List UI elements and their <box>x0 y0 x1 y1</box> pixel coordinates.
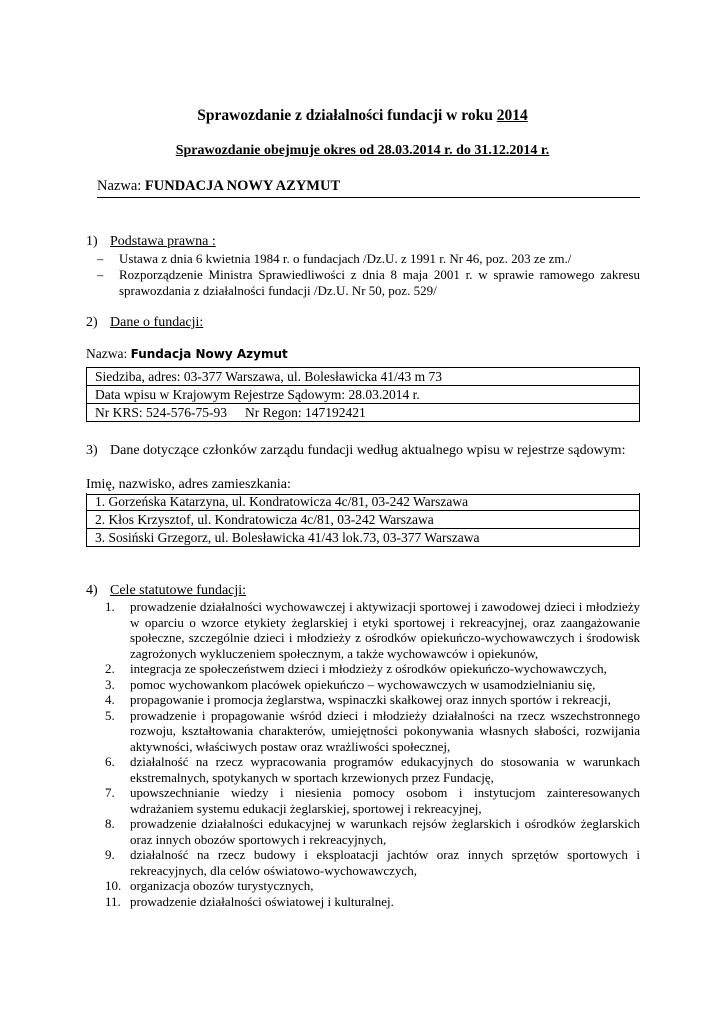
section-3-text-wrap <box>86 443 640 459</box>
list-item <box>105 894 640 910</box>
item-text: prowadzenie działalności edukacyjnej w warunkach rejsów żeglarskich i ośrodków żeglarskich oraz innych obozów sportowych i rekreacyjnych, <box>130 816 640 847</box>
table-row <box>87 493 640 511</box>
legal-basis-item <box>97 251 640 267</box>
list-item <box>105 754 640 785</box>
dash-marker: – <box>97 251 104 266</box>
section-3-heading <box>86 443 640 459</box>
title-text: Sprawozdanie z działalności fundacji w roku <box>197 107 493 124</box>
seat-cell: Siedziba, adres: 03-377 Warszawa, ul. Bolesławicka 41/43 m 73 <box>87 368 640 386</box>
foundation-name-field <box>86 346 288 362</box>
item-number: 11. <box>105 893 121 909</box>
item-number: 5. <box>105 707 115 723</box>
item-number: 10. <box>105 878 122 893</box>
section-4-number: 4) <box>86 583 98 598</box>
krs-number: Nr KRS: 524-576-75-93 <box>95 405 227 420</box>
board-members-header: Imię, nazwisko, adres zamieszkania: <box>86 477 640 495</box>
section-3-number: 3) <box>86 443 98 458</box>
item-number: 3. <box>105 676 115 692</box>
name-label: Nazwa: <box>97 178 142 194</box>
dash-marker: – <box>97 267 104 282</box>
item-number: 7. <box>105 785 115 800</box>
legal-basis-text: Rozporządzenie Ministra Sprawiedliwości z dnia 8 maja 2001 r. w sprawie ramowego zakresu sprawozdania z działalności fundacji /Dz.U. Nr 50, poz. 529/ <box>119 267 640 298</box>
list-item <box>105 599 640 661</box>
board-member-cell: 3. Sosiński Grzegorz, ul. Bolesławicka 41/43 lok.73, 03-377 Warszawa <box>87 529 640 547</box>
legal-basis-item <box>97 267 640 298</box>
item-text: prowadzenie działalności wychowawczej i aktywizacji sportowej i zawodowej dzieci i młodzieży w oparciu o wzorce etykiety żeglarskiej i etyki sportowej i rekreacyjnej, oraz zaangażowanie społeczne, szczególnie dzieci i młodzieży z ośrodków opiekuńczo-wychowawczych i środowisk zagrożonych wykluczeniem społecznym, a także wychowawców i opiekunów, <box>130 599 640 661</box>
board-member-cell: 2. Kłos Krzysztof, ul. Kondratowicza 4c/81, 03-242 Warszawa <box>87 511 640 529</box>
registry-numbers-cell <box>87 404 640 422</box>
section-4-title: Cele statutowe fundacji: <box>110 583 247 598</box>
statutory-goals-list <box>105 599 640 909</box>
item-text: działalność na rzecz wypracowania programów edukacyjnych do stosowania w warunkach ekstremalnych, spotykanych w sportach krzewionych przez Fundację, <box>130 754 640 785</box>
foundation-name-line <box>97 178 640 198</box>
section-3-text: Dane dotyczące członków zarządu fundacji według aktualnego wpisu w rejestrze sądowym: <box>110 443 626 458</box>
section-2-title: Dane o fundacji: <box>110 315 204 330</box>
board-members-table <box>86 493 640 547</box>
item-text: organizacja obozów turystycznych, <box>130 878 314 893</box>
title-year: 2014 <box>496 107 528 124</box>
table-row <box>87 529 640 547</box>
section-1-heading <box>86 234 216 250</box>
name-value: Fundacja Nowy Azymut <box>130 347 288 361</box>
item-text: działalność na rzecz budowy i eksploatacji jachtów oraz innych sprzętów sportowych i rekreacyjnych, dla celów oświatowo-wychowawczych, <box>130 847 640 878</box>
table-row <box>87 368 640 386</box>
legal-basis-text: Ustawa z dnia 6 kwietnia 1984 r. o fundacjach /Dz.U. z 1991 r. Nr 46, poz. 203 ze zm./ <box>119 251 572 266</box>
table-row <box>87 511 640 529</box>
list-item <box>105 847 640 878</box>
item-number: 1. <box>105 599 115 614</box>
table-row <box>87 404 640 422</box>
regon-number: Nr Regon: 147192421 <box>245 405 366 420</box>
name-value: FUNDACJA NOWY AZYMUT <box>144 178 341 194</box>
item-text: upowszechnianie wiedzy i niesienia pomocy osobom i instytucjom zainteresowanych wdrażaniem systemu edukacji żeglarskiej, sportowej i rekreacyjnej, <box>130 785 640 816</box>
registry-date-cell: Data wpisu w Krajowym Rejestrze Sądowym: 28.03.2014 r. <box>87 386 640 404</box>
report-period: Sprawozdanie obejmuje okres od 28.03.2014 r. do 31.12.2014 r. <box>175 143 550 158</box>
item-text: integracja ze społeczeństwem dzieci i młodzieży z ośrodków opiekuńczo-wychowawczych, <box>130 661 607 676</box>
board-member-cell: 1. Gorzeńska Katarzyna, ul. Kondratowicza 4c/81, 03-242 Warszawa <box>87 493 640 511</box>
item-number: 4. <box>105 692 115 707</box>
document-title <box>0 107 725 125</box>
item-number: 6. <box>105 754 115 769</box>
item-number: 2. <box>105 661 115 676</box>
foundation-data-table <box>86 367 640 422</box>
item-text: propagowanie i promocja żeglarstwa, wspinaczki skałkowej oraz innych sportów i rekreacji, <box>130 692 611 707</box>
section-4-heading <box>86 583 246 599</box>
section-1-number: 1) <box>86 234 98 249</box>
section-2-number: 2) <box>86 315 98 330</box>
name-label: Nazwa: <box>86 346 128 361</box>
section-1-title: Podstawa prawna : <box>110 234 216 249</box>
item-text: prowadzenie i propagowanie wśród dzieci i młodzieży działalności na rzecz wszechstronnego rozwoju, kształtowania charakterów, umiejętności pokonywania własnych słabości, rozwijania aktywności, właściwych postaw oraz wrażliwości społecznej, <box>130 707 640 754</box>
item-text: prowadzenie działalności oświatowej i kulturalnej. <box>130 893 394 909</box>
item-text: pomoc wychowankom placówek opiekuńczo – wychowawczych w usamodzielnianiu się, <box>130 676 596 692</box>
list-item <box>105 661 640 677</box>
section-2-heading <box>86 315 203 331</box>
item-number: 9. <box>105 847 115 862</box>
item-number: 8. <box>105 816 115 831</box>
list-item <box>105 708 640 755</box>
list-item <box>105 785 640 816</box>
list-item <box>105 878 640 894</box>
list-item <box>105 677 640 693</box>
list-item <box>105 816 640 847</box>
list-item <box>105 692 640 708</box>
table-row <box>87 386 640 404</box>
